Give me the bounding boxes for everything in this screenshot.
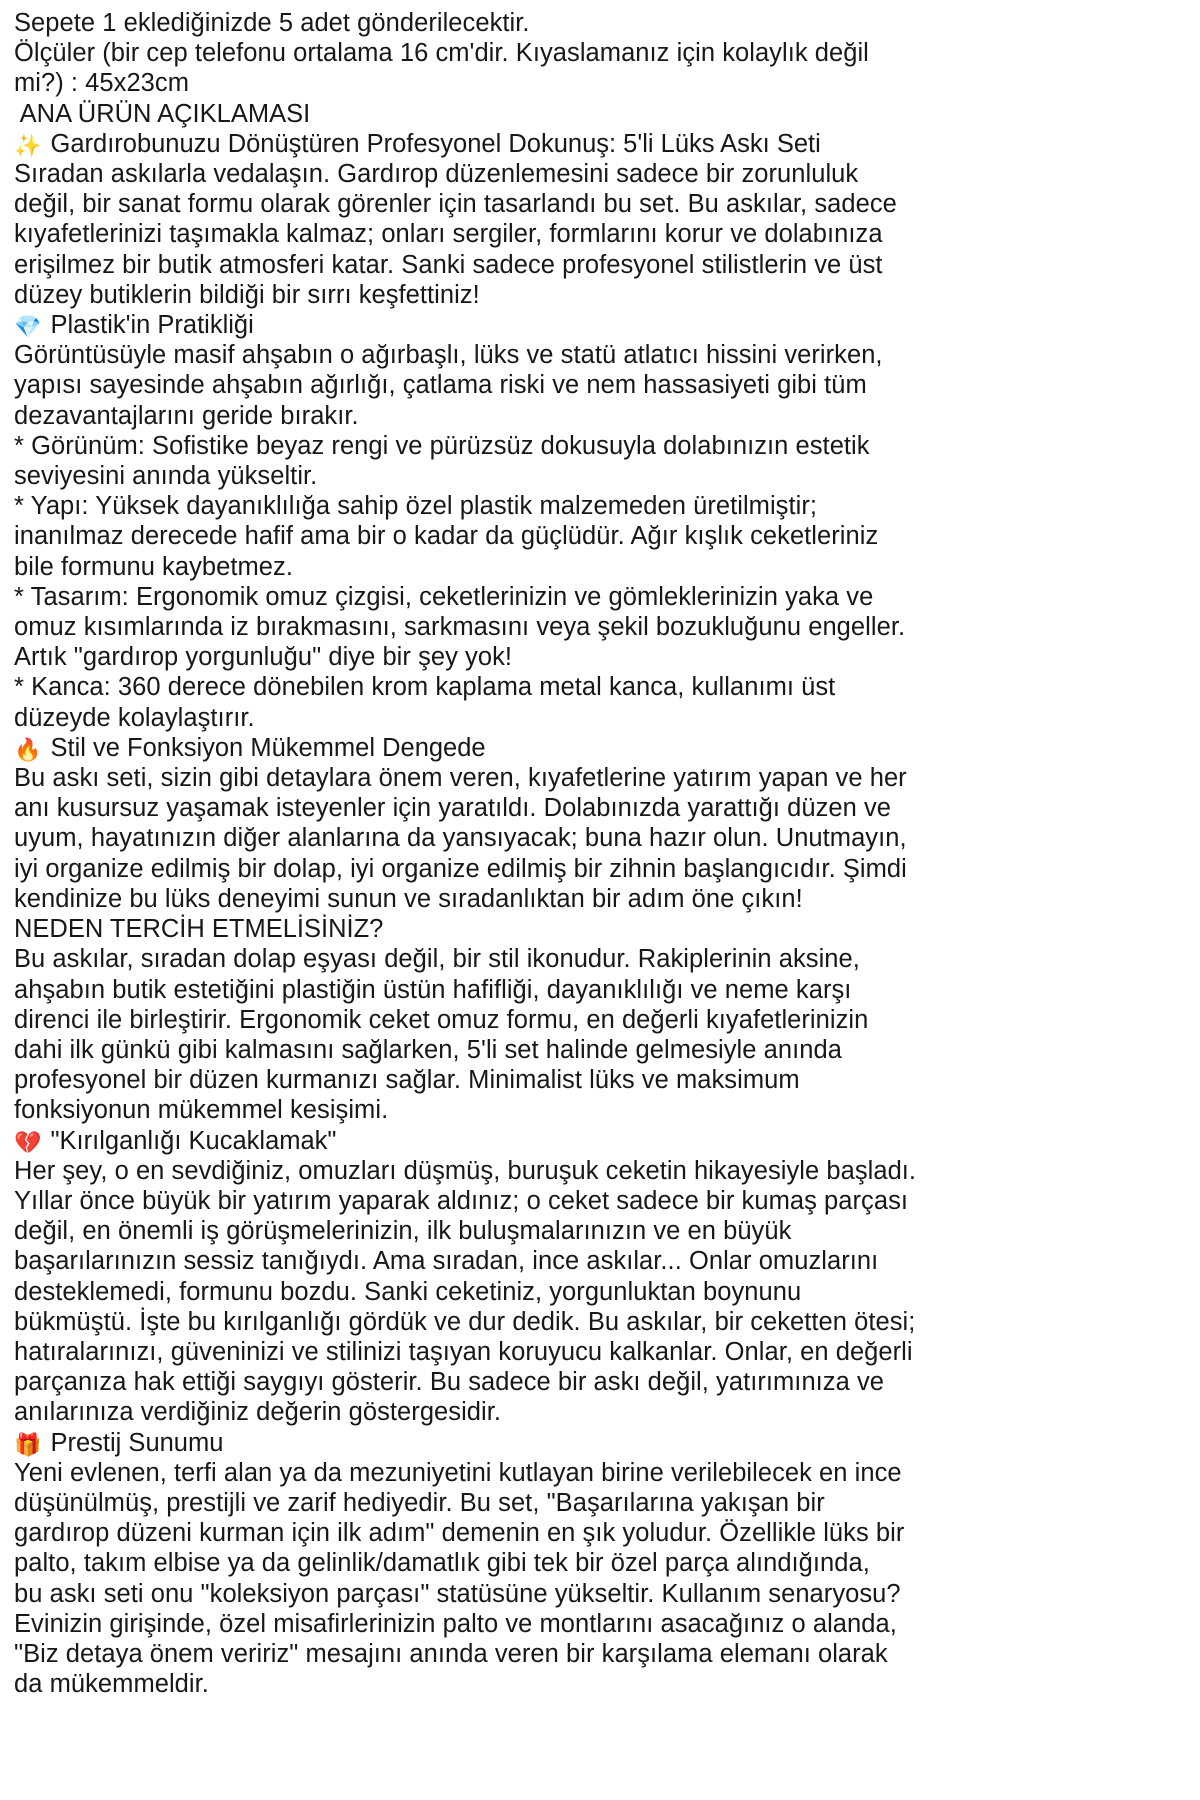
text-line xyxy=(14,1609,1160,1639)
text-line xyxy=(14,582,1160,612)
line-text: omuz kısımlarında iz bırakmasını, sarkmasını veya şekil bozukluğunu engeller. xyxy=(14,613,906,642)
text-block-embrace-fragility-heading xyxy=(14,1126,1160,1156)
text-line xyxy=(14,491,1160,521)
line-text: palto, takım elbise ya da gelinlik/damatlık gibi tek bir özel parça alındığında, xyxy=(14,1549,870,1578)
text-line xyxy=(14,521,1160,551)
text-line xyxy=(14,552,1160,582)
line-text: Gardırobunuzu Dönüştüren Profesyonel Dokunuş: 5'li Lüks Askı Seti xyxy=(50,129,821,158)
text-block-why-choose-heading xyxy=(14,914,1160,944)
line-text: Sıradan askılarla vedalaşın. Gardırop düzenlemesini sadece bir zorunluluk xyxy=(14,160,859,189)
line-text: Bu askılar, sıradan dolap eşyası değil, bir stil ikonudur. Rakiplerinin aksine, xyxy=(14,945,860,974)
line-text: profesyonel bir düzen kurmanızı sağlar. Minimalist lüks ve maksimum xyxy=(14,1066,800,1095)
text-line xyxy=(14,1095,1160,1125)
text-line xyxy=(14,250,1160,280)
text-block-plastic-practicality-body xyxy=(14,340,1160,431)
text-line xyxy=(14,884,1160,914)
text-line xyxy=(14,823,1160,853)
text-block-shipping-note xyxy=(14,8,1160,38)
text-line xyxy=(14,1367,1160,1397)
line-text: parçanıza hak ettiği saygıyı gösterir. Bu sadece bir askı değil, yatırımınıza ve xyxy=(14,1368,885,1397)
line-text: düzeyde kolaylaştırır. xyxy=(14,703,255,732)
text-line xyxy=(14,189,1160,219)
text-line xyxy=(14,68,1160,98)
line-text: dezavantajlarını geride bırakır. xyxy=(14,401,359,430)
text-block-style-function-heading xyxy=(14,733,1160,763)
text-line xyxy=(14,1579,1160,1609)
line-text: NEDEN TERCİH ETMELİSİNİZ? xyxy=(14,915,384,944)
heading-line xyxy=(14,99,1160,129)
line-text: direnci ile birleştirir. Ergonomik ceket omuz formu, en değerli kıyafetlerinizin xyxy=(14,1005,869,1034)
line-text: desteklemedi, formunu bozdu. Sanki ceketiniz, yorgunluktan boynunu xyxy=(14,1277,802,1306)
text-line xyxy=(14,8,1160,38)
text-line xyxy=(14,1669,1160,1699)
heading-line xyxy=(14,733,1160,763)
text-line xyxy=(14,159,1160,189)
text-line xyxy=(14,793,1160,823)
text-block-why-choose-body xyxy=(14,944,1160,1125)
text-block-embrace-fragility-body xyxy=(14,1156,1160,1428)
text-line xyxy=(14,854,1160,884)
line-text: değil, en önemli iş görüşmelerinizin, ilk buluşmalarınızın ve en büyük xyxy=(14,1217,792,1246)
line-text: "Biz detaya önem veririz" mesajını anında veren bir karşılama elemanı olarak xyxy=(14,1639,888,1668)
text-block-dimensions-note xyxy=(14,38,1160,98)
text-block-feature-structure xyxy=(14,491,1160,582)
line-text: kendinize bu lüks deneyimi sunun ve sıradanlıktan bir adım öne çıkın! xyxy=(14,884,803,913)
line-text: ahşabın butik estetiğini plastiğin üstün hafifliği, dayanıklılığı ve neme karşı xyxy=(14,975,852,1004)
line-text: düşünülmüş, prestijli ve zarif hediyedir. Bu set, "Başarılarına yakışan bir xyxy=(14,1488,825,1517)
line-text: dahi ilk günkü gibi kalmasını sağlarken, 5'li set halinde gelmesiyle anında xyxy=(14,1035,842,1064)
line-text: fonksiyonun mükemmel kesişimi. xyxy=(14,1096,389,1125)
line-text: mi?) : 45x23cm xyxy=(14,69,190,98)
line-text: iyi organize edilmiş bir dolap, iyi organize edilmiş bir zihnin başlangıcıdır. Şimdi xyxy=(14,854,907,883)
text-block-prestige-presentation-body xyxy=(14,1458,1160,1700)
line-text: bükmüştü. İşte bu kırılganlığı gördük ve dur dedik. Bu askılar, bir ceketten ötesi; xyxy=(14,1307,916,1336)
text-block-style-function-body xyxy=(14,763,1160,914)
text-block-professional-touch-body xyxy=(14,159,1160,310)
line-text: değil, bir sanat formu olarak görenler için tasarlandı bu set. Bu askılar, sadece xyxy=(14,190,897,219)
text-line xyxy=(14,1246,1160,1276)
text-block-plastic-practicality-heading xyxy=(14,310,1160,340)
line-text: Bu askı seti, sizin gibi detaylara önem veren, kıyafetlerine yatırım yapan ve her xyxy=(14,764,907,793)
line-text: uyum, hayatınızın diğer alanlarına da yansıyacak; buna hazır olun. Unutmayın, xyxy=(14,824,907,853)
text-line xyxy=(14,1488,1160,1518)
description-blocks-container xyxy=(14,8,1160,1699)
line-text: başarılarınızın sessiz tanığıydı. Ama sıradan, ince askılar... Onlar omuzlarını xyxy=(14,1247,879,1276)
line-text: da mükemmeldir. xyxy=(14,1670,209,1699)
emoji-spacer xyxy=(43,734,50,762)
text-line xyxy=(14,703,1160,733)
line-text: anı kusursuz yaşamak isteyenler için yaratıldı. Dolabınızda yarattığı düzen ve xyxy=(14,794,892,823)
text-line xyxy=(14,280,1160,310)
text-line xyxy=(14,1337,1160,1367)
text-line xyxy=(14,1005,1160,1035)
line-text: anılarınıza verdiğiniz değerin göstergesidir. xyxy=(14,1398,502,1427)
text-block-main-description-title xyxy=(14,99,1160,129)
heading-line xyxy=(14,914,1160,944)
text-line xyxy=(14,1397,1160,1427)
line-text: inanılmaz derecede hafif ama bir o kadar da güçlüdür. Ağır kışlık ceketleriniz xyxy=(14,522,879,551)
gem-icon: 💎 xyxy=(14,315,42,341)
line-text: Stil ve Fonksiyon Mükemmel Dengede xyxy=(50,733,486,762)
line-text: yapısı sayesinde ahşabın ağırlığı, çatlama riski ve nem hassasiyeti gibi tüm xyxy=(14,371,867,400)
gift-icon: 🎁 xyxy=(14,1432,42,1458)
emoji-spacer xyxy=(43,1429,50,1457)
text-line xyxy=(14,672,1160,702)
line-text: * Tasarım: Ergonomik omuz çizgisi, ceketlerinizin ve gömleklerinizin yaka ve xyxy=(14,582,874,611)
line-text: hatıralarınızı, güveninizi ve stilinizi taşıyan koruyucu kalkanlar. Onlar, en değerli xyxy=(14,1337,913,1366)
line-text: düzey butiklerin bildiği bir sırrı keşfettiniz! xyxy=(14,280,480,309)
text-line xyxy=(14,401,1160,431)
line-text: Her şey, o en sevdiğiniz, omuzları düşmüş, buruşuk ceketin hikayesiyle başladı. xyxy=(14,1156,917,1185)
heading-line xyxy=(14,1126,1160,1156)
line-text: bu askı seti onu "koleksiyon parçası" statüsüne yükseltir. Kullanım senaryosu? xyxy=(14,1579,901,1608)
text-line xyxy=(14,1156,1160,1186)
heading-line xyxy=(14,129,1160,159)
text-line xyxy=(14,1518,1160,1548)
text-line xyxy=(14,1216,1160,1246)
line-text: Evinizin girişinde, özel misafirlerinizin palto ve montlarını asacağınız o alanda, xyxy=(14,1609,897,1638)
line-text: Görüntüsüyle masif ahşabın o ağırbaşlı, lüks ve statü atlatıcı hissini verirken, xyxy=(14,341,883,370)
text-line xyxy=(14,431,1160,461)
line-text: erişilmez bir butik atmosferi katar. Sanki sadece profesyonel stilistlerin ve üst xyxy=(14,250,883,279)
text-line xyxy=(14,370,1160,400)
line-text: seviyesini anında yükseltir. xyxy=(14,462,318,491)
text-line xyxy=(14,1548,1160,1578)
line-text: gardırop düzeni kurman için ilk adım" demenin en şık yoludur. Özellikle lüks bir xyxy=(14,1519,905,1548)
text-line xyxy=(14,612,1160,642)
heading-line xyxy=(14,310,1160,340)
text-line xyxy=(14,763,1160,793)
text-line xyxy=(14,219,1160,249)
text-line xyxy=(14,1277,1160,1307)
text-line xyxy=(14,1639,1160,1669)
line-text: Artık "gardırop yorgunluğu" diye bir şey yok! xyxy=(14,643,513,672)
line-text: * Görünüm: Sofistike beyaz rengi ve pürüzsüz dokusuyla dolabınızın estetik xyxy=(14,431,870,460)
line-text: bile formunu kaybetmez. xyxy=(14,552,293,581)
text-line xyxy=(14,38,1160,68)
line-text: Yeni evlenen, terfi alan ya da mezuniyetini kutlayan birine verilebilecek en ince xyxy=(14,1458,902,1487)
line-text: Prestij Sunumu xyxy=(50,1428,224,1457)
emoji-spacer xyxy=(43,1127,50,1155)
text-line xyxy=(14,1035,1160,1065)
line-text: "Kırılganlığı Kucaklamak" xyxy=(50,1126,337,1155)
fire-icon: 🔥 xyxy=(14,737,42,763)
text-block-feature-appearance xyxy=(14,431,1160,491)
line-text: Ölçüler (bir cep telefonu ortalama 16 cm'dir. Kıyaslamanız için kolaylık değil xyxy=(14,39,869,68)
heading-line xyxy=(14,1428,1160,1458)
text-line xyxy=(14,642,1160,672)
text-line xyxy=(14,1065,1160,1095)
emoji-spacer xyxy=(43,311,50,339)
text-block-prestige-presentation-heading xyxy=(14,1428,1160,1458)
text-line xyxy=(14,1307,1160,1337)
emoji-spacer xyxy=(43,130,50,158)
line-text: Yıllar önce büyük bir yatırım yaparak aldınız; o ceket sadece bir kumaş parçası xyxy=(14,1186,909,1215)
line-text: * Kanca: 360 derece dönebilen krom kaplama metal kanca, kullanımı üst xyxy=(14,673,836,702)
line-text: kıyafetlerinizi taşımakla kalmaz; onları sergiler, formlarını korur ve dolabınıza xyxy=(14,220,883,249)
text-line xyxy=(14,975,1160,1005)
text-line xyxy=(14,340,1160,370)
line-text: * Yapı: Yüksek dayanıklılığa sahip özel plastik malzemeden üretilmiştir; xyxy=(14,492,817,521)
line-text: ANA ÜRÜN AÇIKLAMASI xyxy=(14,99,311,128)
line-text: Sepete 1 eklediğinizde 5 adet gönderilecektir. xyxy=(14,9,530,37)
text-block-professional-touch-heading xyxy=(14,129,1160,159)
text-block-feature-hook xyxy=(14,672,1160,732)
text-block-feature-design xyxy=(14,582,1160,673)
text-line xyxy=(14,461,1160,491)
broken-heart-icon: 💔 xyxy=(14,1130,42,1156)
line-text: Plastik'in Pratikliği xyxy=(50,311,254,340)
text-line xyxy=(14,944,1160,974)
sparkles-icon: ✨ xyxy=(14,133,42,159)
text-line xyxy=(14,1458,1160,1488)
text-line xyxy=(14,1186,1160,1216)
